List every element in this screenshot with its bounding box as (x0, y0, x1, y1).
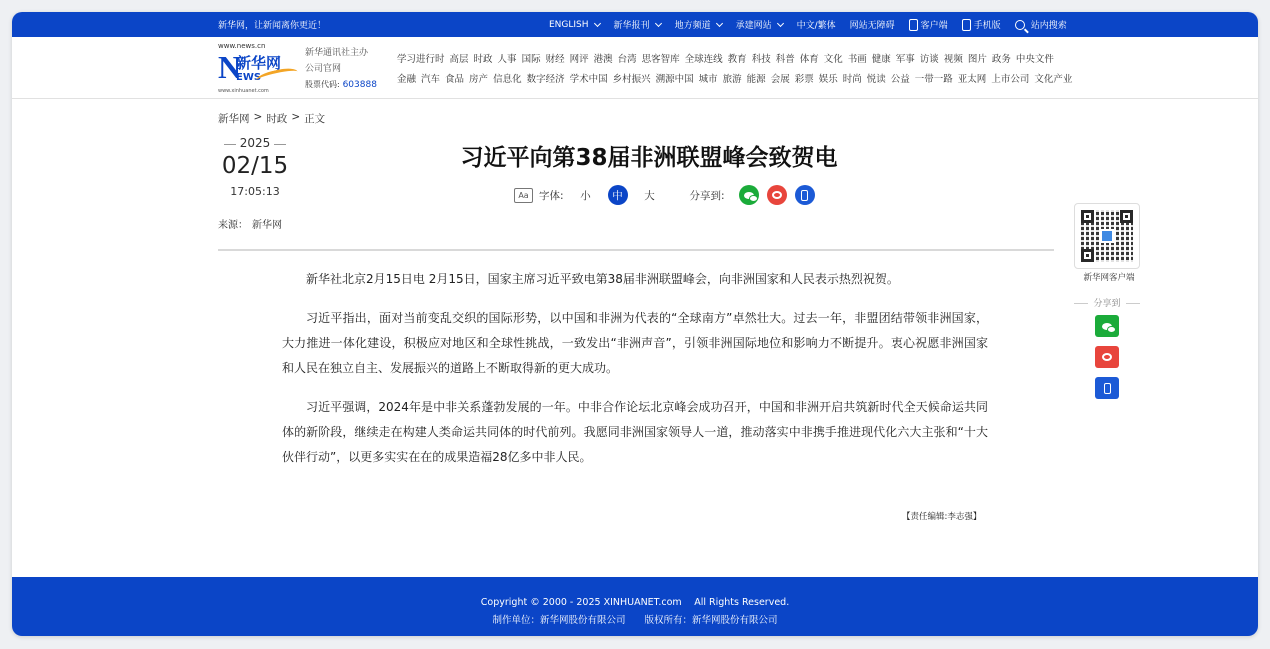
mobile-share-icon (1104, 383, 1111, 394)
article-tools (514, 183, 815, 207)
channel-nav-item[interactable]: 书画 (847, 54, 867, 65)
channel-nav-item[interactable]: 学习进行时 (397, 54, 445, 65)
wechat-icon (744, 192, 754, 199)
top-nav-client[interactable]: 客户端 (909, 18, 948, 31)
channel-nav-row-2 (397, 70, 1072, 90)
top-bar (12, 12, 1258, 37)
channel-nav-item[interactable]: 港澳 (593, 54, 613, 65)
channel-nav-item[interactable]: 全球连线 (684, 54, 723, 65)
mobile-share-icon (801, 190, 808, 201)
site-footer (12, 577, 1258, 636)
wechat-share-button[interactable] (739, 185, 759, 205)
chevron-down-icon (716, 19, 723, 26)
mobile-share-button[interactable] (795, 185, 815, 205)
breadcrumb-home[interactable]: 新华网 (218, 113, 250, 125)
top-nav-traditional[interactable]: 中文/繁体 (796, 21, 836, 31)
weibo-icon (1102, 353, 1112, 361)
channel-nav-item[interactable]: 网评 (569, 54, 589, 65)
channel-nav-item[interactable]: 科普 (775, 54, 795, 65)
channel-nav-item[interactable]: 一带一路 (914, 74, 953, 85)
browser-viewport (12, 12, 1258, 636)
channel-nav-item[interactable]: 时政 (473, 54, 493, 65)
channel-nav-item[interactable]: 访谈 (919, 54, 939, 65)
search-icon (1015, 20, 1025, 30)
side-wechat-share-button[interactable] (1095, 315, 1119, 337)
channel-nav-item[interactable]: 汽车 (421, 74, 441, 85)
channel-nav-item[interactable]: 食品 (445, 74, 465, 85)
top-nav (549, 12, 1067, 37)
channel-nav-item[interactable]: 图片 (967, 54, 987, 65)
font-size-small-button[interactable]: 小 (580, 189, 591, 202)
channel-nav (397, 50, 1072, 90)
channel-nav-item[interactable]: 数字经济 (526, 74, 565, 85)
channel-nav-item[interactable]: 公益 (890, 74, 910, 85)
channel-nav-item[interactable]: 健康 (871, 54, 891, 65)
channel-nav-item[interactable]: 政务 (991, 54, 1011, 65)
breadcrumb: 新华网 > 时政 > 正文 (218, 111, 326, 125)
channel-nav-item[interactable]: 视频 (943, 54, 963, 65)
stock-code: 603888 (342, 80, 377, 90)
copyright: Copyright © 2000 - 2025 XINHUANET.com All Rights Reserved. (480, 597, 790, 608)
chevron-down-icon (655, 19, 662, 26)
article-paragraph: 习近平指出，面对当前变乱交织的国际形势，以中国和非洲为代表的“全球南方”卓然壮大。过去一年，非盟团结带领非洲国家，大力推进一体化建设，积极应对地区和全球性挑战，一致发出“非洲声音”，引领非洲国际地位和影响力不断提升。衷心祝愿非洲国家和人民在独立自主、发展振兴的道路上不断取得新的更大成功。 (282, 311, 988, 375)
channel-nav-item[interactable]: 中央文件 (1015, 54, 1054, 65)
channel-nav-item[interactable]: 会展 (770, 74, 790, 85)
mobile-icon (962, 19, 971, 31)
channel-nav-item[interactable]: 金融 (397, 74, 417, 85)
share-label: 分享到: (689, 189, 725, 202)
channel-nav-item[interactable]: 科技 (751, 54, 771, 65)
channel-nav-item[interactable]: 教育 (727, 54, 747, 65)
publish-year: 2025 (218, 136, 292, 150)
responsible-editor: 【责任编辑:李志强】 (902, 512, 982, 522)
breadcrumb-current: 正文 (304, 113, 326, 125)
wechat-icon (1102, 323, 1112, 330)
top-nav-accessibility[interactable]: 网站无障碍 (849, 21, 895, 31)
title-divider (218, 249, 1054, 251)
top-nav-mobile[interactable]: 手机版 (962, 18, 1001, 31)
article-body (282, 267, 988, 484)
qr-label: 新华网客户端 (1083, 273, 1135, 283)
channel-nav-item[interactable]: 财经 (545, 54, 565, 65)
weibo-icon (772, 191, 782, 199)
top-nav-search[interactable]: 站内搜索 (1015, 18, 1067, 31)
publish-date (218, 136, 292, 198)
xinhua-logo[interactable]: www.news.cn N 新华网 EWS www.xinhuanet.com (218, 42, 300, 94)
channel-nav-item[interactable]: 悦读 (866, 74, 886, 85)
channel-nav-item[interactable]: 高层 (449, 54, 469, 65)
channel-nav-item[interactable]: 军事 (895, 54, 915, 65)
breadcrumb-section[interactable]: 时政 (266, 113, 288, 125)
qr-code-icon (1081, 210, 1133, 262)
agency-info: 新华通讯社主办 公司官网 股票代码: 603888 (305, 48, 377, 90)
channel-nav-item[interactable]: 信息化 (493, 74, 522, 85)
channel-nav-item[interactable]: 文化产业 (1034, 74, 1073, 85)
top-nav-sites[interactable]: 承建网站 (736, 18, 783, 31)
chevron-down-icon (594, 19, 601, 26)
site-slogan: 新华网，让新闻离你更近！ (218, 21, 327, 31)
publish-month-day: 02/15 (221, 153, 289, 179)
article-paragraph: 习近平强调，2024年是中非关系蓬勃发展的一年。中非合作论坛北京峰会成功召开，中国和非洲开启共筑新时代全天候命运共同体的新阶段，继续走在构建人类命运共同体的时代前列。我愿同非洲国家领导人一道，推动落实中非携手推进现代化六大主张和“十大伙伴行动”，以更多实实在在的成果造福28亿多中非人民。 (282, 400, 988, 464)
channel-nav-item[interactable]: 娱乐 (818, 74, 838, 85)
channel-nav-item[interactable]: 溯源中国 (655, 74, 694, 85)
footer-units (12, 612, 1258, 626)
chevron-down-icon (777, 19, 784, 26)
channel-nav-item[interactable]: 房产 (469, 74, 489, 85)
font-size-large-button[interactable]: 大 (644, 189, 655, 202)
channel-nav-item[interactable]: 台湾 (617, 54, 637, 65)
channel-nav-item[interactable]: 亚太网 (957, 74, 987, 85)
article-title: 习近平向第38届非洲联盟峰会致贺电 (460, 145, 838, 171)
site-header (12, 37, 1258, 99)
channel-nav-item[interactable]: 文化 (823, 54, 843, 65)
footer-owner: 版权所有：新华网股份有限公司 (644, 615, 778, 626)
channel-nav-item[interactable]: 旅游 (722, 74, 742, 85)
channel-nav-item[interactable]: 彩票 (794, 74, 814, 85)
side-mobile-share-button[interactable] (1095, 377, 1119, 399)
channel-nav-item[interactable]: 乡村振兴 (612, 74, 651, 85)
footer-maker: 制作单位：新华网股份有限公司 (492, 615, 626, 626)
channel-nav-item[interactable]: 上市公司 (991, 74, 1030, 85)
font-size-icon: Aa (514, 188, 533, 203)
channel-nav-item[interactable]: 思客智库 (641, 54, 680, 65)
font-size-medium-button[interactable]: 中 (608, 185, 628, 205)
font-size-label: 字体: (539, 189, 564, 202)
top-nav-newspapers[interactable]: 新华报刊 (614, 18, 661, 31)
article-paragraph: 新华社北京2月15日电 2月15日，国家主席习近平致电第38届非洲联盟峰会，向非洲国家和人民表示热烈祝贺。 (306, 272, 899, 286)
channel-nav-item[interactable]: 学术中国 (569, 74, 608, 85)
client-icon (909, 19, 918, 31)
weibo-share-button[interactable] (767, 185, 787, 205)
top-nav-local[interactable]: 地方频道 (675, 18, 722, 31)
channel-nav-row-1 (397, 50, 1072, 70)
channel-nav-item[interactable]: 人事 (497, 54, 517, 65)
publish-time: 17:05:13 (230, 185, 280, 198)
app-qr-code (1074, 203, 1140, 269)
top-nav-english[interactable]: ENGLISH (549, 20, 600, 30)
channel-nav-item[interactable]: 城市 (698, 74, 718, 85)
channel-nav-item[interactable]: 国际 (521, 54, 541, 65)
side-share-label: 分享到 (1074, 296, 1140, 309)
channel-nav-item[interactable]: 能源 (746, 74, 766, 85)
side-weibo-share-button[interactable] (1095, 346, 1119, 368)
article-source: 来源： 新华网 (218, 220, 282, 231)
channel-nav-item[interactable]: 时尚 (842, 74, 862, 85)
channel-nav-item[interactable]: 体育 (799, 54, 819, 65)
